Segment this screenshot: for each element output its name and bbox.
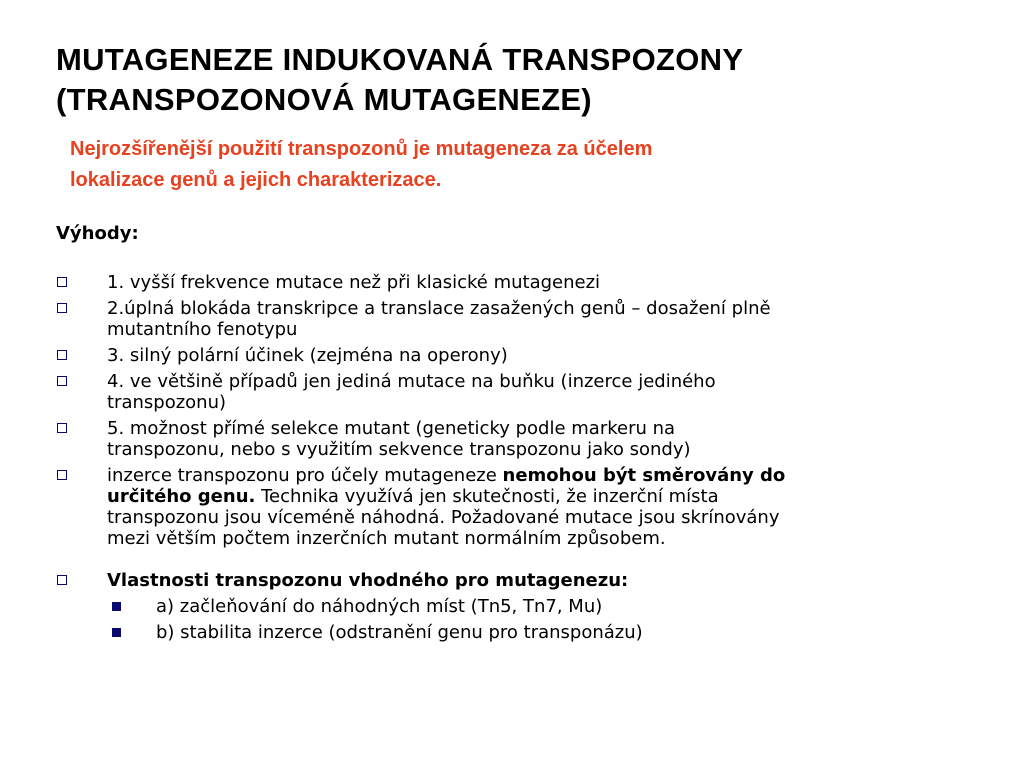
slide-title: [56, 40, 976, 120]
inzerce-emphasis: nemohou být směrovány do: [502, 465, 786, 486]
list-item-text: [107, 465, 976, 486]
sub-list-item-text: a) začleňování do náhodných míst (Tn5, Tn7, Mu): [156, 596, 603, 617]
hollow-square-bullet-icon: [57, 376, 67, 386]
list-item-text: transpozonu jsou víceméně náhodná. Požadované mutace jsou skrínovány: [107, 507, 780, 528]
list-item-text: transpozonu, nebo s využitím sekvence transpozonu jako sondy): [107, 439, 691, 460]
sub-list-item: [56, 622, 976, 643]
list-item-text: 1. vyšší frekvence mutace než při klasické mutagenezi: [107, 272, 601, 293]
list-item: [56, 418, 976, 460]
list-item-text: mezi větším počtem inzerčních mutant normálním způsobem.: [107, 528, 666, 549]
hollow-square-bullet-icon: [57, 350, 67, 360]
slide-title-line-1: MUTAGENEZE INDUKOVANÁ TRANSPOZONY: [56, 42, 744, 77]
inzerce-emphasis: určitého genu.: [107, 486, 256, 507]
list-item: [56, 272, 976, 293]
sub-list-item-text: b) stabilita inzerce (odstranění genu pro transponázu): [156, 622, 643, 643]
slide-subtitle-line-2: lokalizace genů a jejich charakterizace.: [70, 169, 442, 191]
advantages-heading: Výhody:: [56, 223, 139, 244]
slide-title-line-2: (TRANSPOZONOVÁ MUTAGENEZE): [56, 82, 592, 117]
list-item: [56, 298, 976, 340]
inzerce-text: Technika využívá jen skutečnosti, že inzerční místa: [255, 486, 719, 507]
list-item: [56, 345, 976, 366]
slide-subtitle-line-1: Nejrozšířenější použití transpozonů je mutageneza za účelem: [70, 138, 653, 160]
inzerce-text: inzerce transpozonu pro účely mutageneze: [107, 465, 503, 486]
list-item-text: 2.úplná blokáda transkripce a translace zasažených genů – dosažení plně: [107, 298, 771, 319]
list-item-inzerce: [56, 465, 976, 549]
list-item-text: [107, 486, 976, 507]
sub-list-item: [56, 596, 976, 617]
list-item-text: 5. možnost přímé selekce mutant (geneticky podle markeru na: [107, 418, 676, 439]
advantages-list: [56, 272, 976, 648]
hollow-square-bullet-icon: [57, 575, 67, 585]
slide-subtitle: [70, 134, 890, 196]
list-item-text: 4. ve většině případů jen jediná mutace na buňku (inzerce jediného: [107, 371, 716, 392]
filled-square-bullet-icon: [112, 602, 121, 611]
hollow-square-bullet-icon: [57, 303, 67, 313]
properties-heading: Vlastnosti transpozonu vhodného pro mutagenezu:: [107, 570, 629, 591]
hollow-square-bullet-icon: [57, 423, 67, 433]
list-item-properties: [56, 570, 976, 591]
list-item-text: mutantního fenotypu: [107, 319, 298, 340]
list-item: [56, 371, 976, 413]
list-item-text: transpozonu): [107, 392, 227, 413]
hollow-square-bullet-icon: [57, 277, 67, 287]
filled-square-bullet-icon: [112, 628, 121, 637]
list-item-text: 3. silný polární účinek (zejména na operony): [107, 345, 508, 366]
hollow-square-bullet-icon: [57, 470, 67, 480]
